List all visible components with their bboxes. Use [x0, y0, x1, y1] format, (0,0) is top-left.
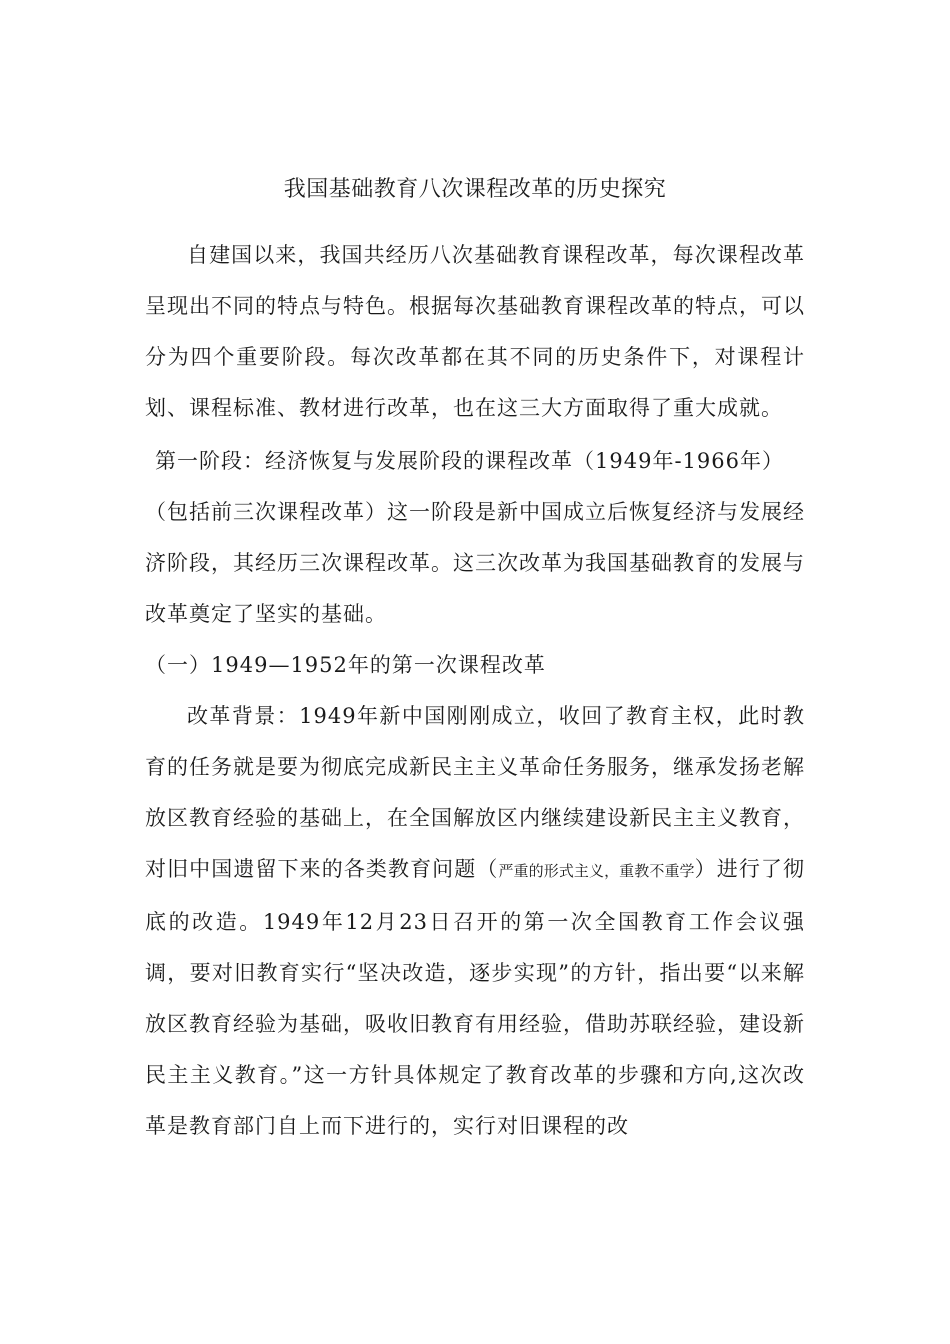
reform-background-paragraph — [145, 691, 805, 1152]
document-body — [145, 230, 805, 1152]
document-title: 我国基础教育八次课程改革的历史探究 — [283, 177, 667, 202]
reform-background-text-end: ）进行了彻底的改造。1949年12月23日召开的第一次全国教育工作会议强调，要对旧教育实行“坚决改造，逐步实现”的方针，指出要“以来解放区教育经验为基础，吸收旧教育有用经验，借助苏联经验，建设新民主主义教育。”这一方针具体规定了教育改革的步骤和方向,这次改革是教育部门自上而下进行的，实行对旧课程的改 — [145, 857, 806, 1138]
stage-one-paragraph: （包括前三次课程改革）这一阶段是新中国成立后恢复经济与发展经济阶段，其经历三次课程改革。这三次改革为我国基础教育的发展与改革奠定了坚实的基础。 — [145, 500, 805, 626]
section-one-heading: （一）1949—1952年的第一次课程改革 — [145, 653, 546, 677]
education-problem-note: 严重的形式主义，重教不重学 — [498, 862, 695, 880]
intro-paragraph: 自建国以来，我国共经历八次基础教育课程改革，每次课程改革呈现出不同的特点与特色。根据每次基础教育课程改革的特点，可以分为四个重要阶段。每次改革都在其不同的历史条件下，对课程计划、课程标准、教材进行改革，也在这三大方面取得了重大成就。 — [145, 243, 805, 420]
stage-one-heading: 第一阶段：经济恢复与发展阶段的课程改革（1949年-1966年） — [155, 449, 784, 473]
reform-background-text-start: 改革背景：1949年新中国刚刚成立，收回了教育主权，此时教育的任务就是要为彻底完成新民主主义革命任务服务，继承发扬老解放区教育经验的基础上，在全国解放区内继续建设新民主主义教育，对旧中国遗留下来的各类教育问题（ — [145, 704, 805, 881]
